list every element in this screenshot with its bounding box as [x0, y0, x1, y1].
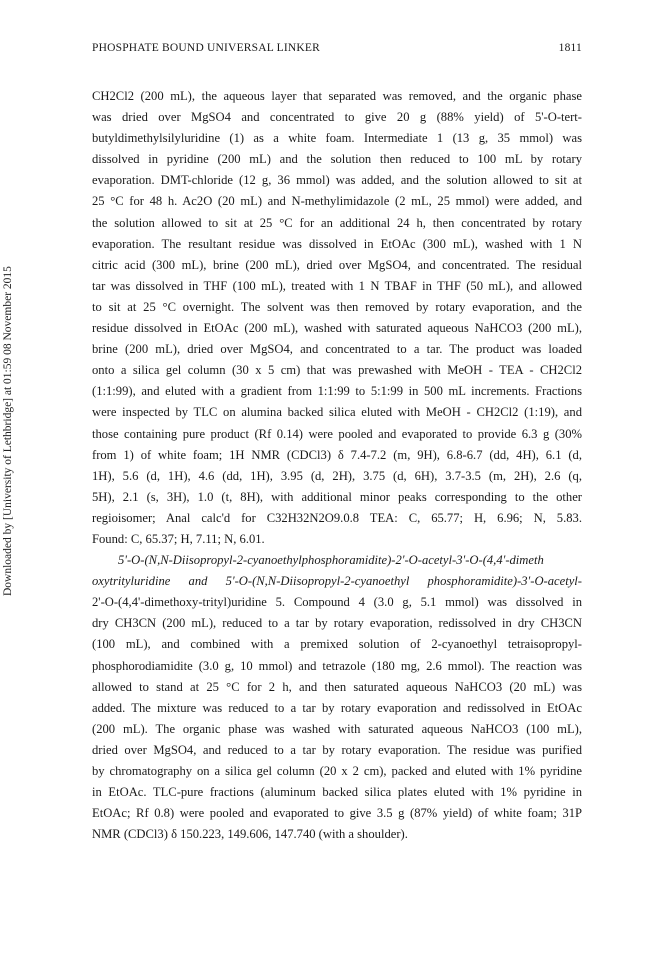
text-line: was dried over MgSO4 and concentrated to give 20 g (88% yield) of 5'-O-tert- — [92, 110, 582, 125]
paragraph-synthesis-1 — [92, 86, 582, 550]
text-line: evaporation. DMT-chloride (12 g, 36 mmol) was added, and the solution allowed to sit at — [92, 173, 582, 188]
text-line: residue dissolved in EtOAc (200 mL), washed with saturated aqueous NaHCO3 (200 mL), — [92, 321, 582, 336]
text-line: dry CH3CN (200 mL), reduced to a tar by rotary evaporation, redissolved in dry CH3CN — [92, 616, 582, 631]
text-line: the solution allowed to sit at 25 °C for an additional 24 h, then concentrated by rotary — [92, 215, 582, 230]
text-line: Found: C, 65.37; H, 7.11; N, 6.01. — [92, 531, 265, 546]
text-line: citric acid (300 mL), brine (200 mL), dried over MgSO4, and concentrated. The residual — [92, 257, 582, 272]
text-line: dissolved in pyridine (200 mL) and the solution then reduced to 100 mL by rotary — [92, 152, 582, 167]
running-head-title: PHOSPHATE BOUND UNIVERSAL LINKER — [92, 42, 320, 54]
running-head — [92, 42, 582, 60]
text-line: EtOAc; Rf 0.8) were pooled and evaporated to give 3.5 g (87% yield) of white foam; 31P — [92, 806, 582, 821]
paragraph-synthesis-5 — [92, 550, 582, 845]
text-line: butyldimethylsilyluridine (1) as a white foam. Intermediate 1 (13 g, 35 mmol) was — [92, 131, 582, 146]
text-line: (200 mL). The organic phase was washed with saturated aqueous NaHCO3 (100 mL), — [92, 721, 582, 736]
text-line: onto a silica gel column (30 x 5 cm) that was prewashed with MeOH - TEA - CH2Cl2 — [92, 363, 582, 378]
text-line: added. The mixture was reduced to a tar by rotary evaporation and redissolved in EtOAc — [92, 700, 582, 715]
text-line: dried over MgSO4, and reduced to a tar by rotary evaporation. The residue was purified — [92, 742, 582, 757]
text-line: (100 mL), and combined with a premixed solution of 2-cyanoethyl tetraisopropyl- — [92, 637, 582, 652]
page-number: 1811 — [558, 42, 582, 54]
text-line: to sit at 25 °C overnight. The solvent was then removed by rotary evaporation, and the — [92, 299, 582, 314]
text-line: 1H), 5.6 (d, 1H), 4.6 (dd, 1H), 3.95 (d, 2H), 3.75 (d, 6H), 3.7-3.5 (m, 2H), 2.6 (q, — [92, 468, 582, 483]
text-line: CH2Cl2 (200 mL), the aqueous layer that separated was removed, and the organic phase — [92, 89, 582, 103]
text-line: NMR (CDCl3) δ 150.223, 149.606, 147.740 (with a shoulder). — [92, 827, 408, 842]
text-line: (1:1:99), and eluted with a gradient from 1:1:99 to 5:1:99 in 500 mL increments. Fractions — [92, 384, 582, 399]
text-line: phosphorodiamidite (3.0 g, 10 mmol) and tetrazole (180 mg, 2.6 mmol). The reaction was — [92, 658, 582, 673]
text-line: regioisomer; Anal calc'd for C32H32N2O9.0.8 TEA: C, 65.77; H, 6.96; N, 5.83. — [92, 510, 582, 525]
text-line: 5'-O-(N,N-Diisopropyl-2-cyanoethylphosphoramidite)-2'-O-acetyl-3'-O-(4,4'-dimeth — [118, 553, 544, 568]
article-body — [92, 86, 582, 845]
text-line: oxytrityluridine and 5'-O-(N,N-Diisopropyl-2-cyanoethyl phosphoramidite)-3'-O-acetyl- — [92, 574, 582, 589]
text-line: by chromatography on a silica gel column (20 x 2 cm), packed and eluted with 1% pyridine — [92, 764, 582, 778]
text-line: from 1) of white foam; 1H NMR (CDCl3) δ 7.4-7.2 (m, 9H), 6.8-6.7 (dd, 4H), 6.1 (d, — [92, 447, 582, 462]
text-line: were inspected by TLC on alumina backed silica eluted with MeOH - CH2Cl2 (1:19), and — [92, 405, 582, 420]
text-line: tar was dissolved in THF (100 mL), treated with 1 N TBAF in THF (50 mL), and allowed — [92, 278, 582, 293]
text-line: 5H), 2.1 (s, 3H), 1.0 (t, 8H), with additional minor peaks corresponding to the other — [92, 489, 582, 504]
text-line: brine (200 mL), dried over MgSO4, and concentrated to a tar. The product was loaded — [92, 342, 582, 357]
text-line: allowed to stand at 25 °C for 2 h, and then saturated aqueous NaHCO3 (20 mL) was — [92, 679, 582, 694]
text-line: 2'-O-(4,4'-dimethoxy-trityl)uridine 5. Compound 4 (3.0 g, 5.1 mmol) was dissolved in — [92, 595, 582, 610]
download-watermark-text: Downloaded by [University of Lethbridge] at 01:59 08 November 2015 — [2, 266, 14, 596]
text-line: 25 °C for 48 h. Ac2O (20 mL) and N-methylimidazole (2 mL, 25 mmol) were added, and — [92, 194, 582, 209]
text-line: those containing pure product (Rf 0.14) were pooled and evaporated to provide 6.3 g (30% — [92, 426, 582, 441]
text-line: in EtOAc. TLC-pure fractions (aluminum backed silica plates eluted with 1% pyridine in — [92, 785, 582, 800]
text-line: evaporation. The resultant residue was dissolved in EtOAc (300 mL), washed with 1 N — [92, 236, 582, 251]
